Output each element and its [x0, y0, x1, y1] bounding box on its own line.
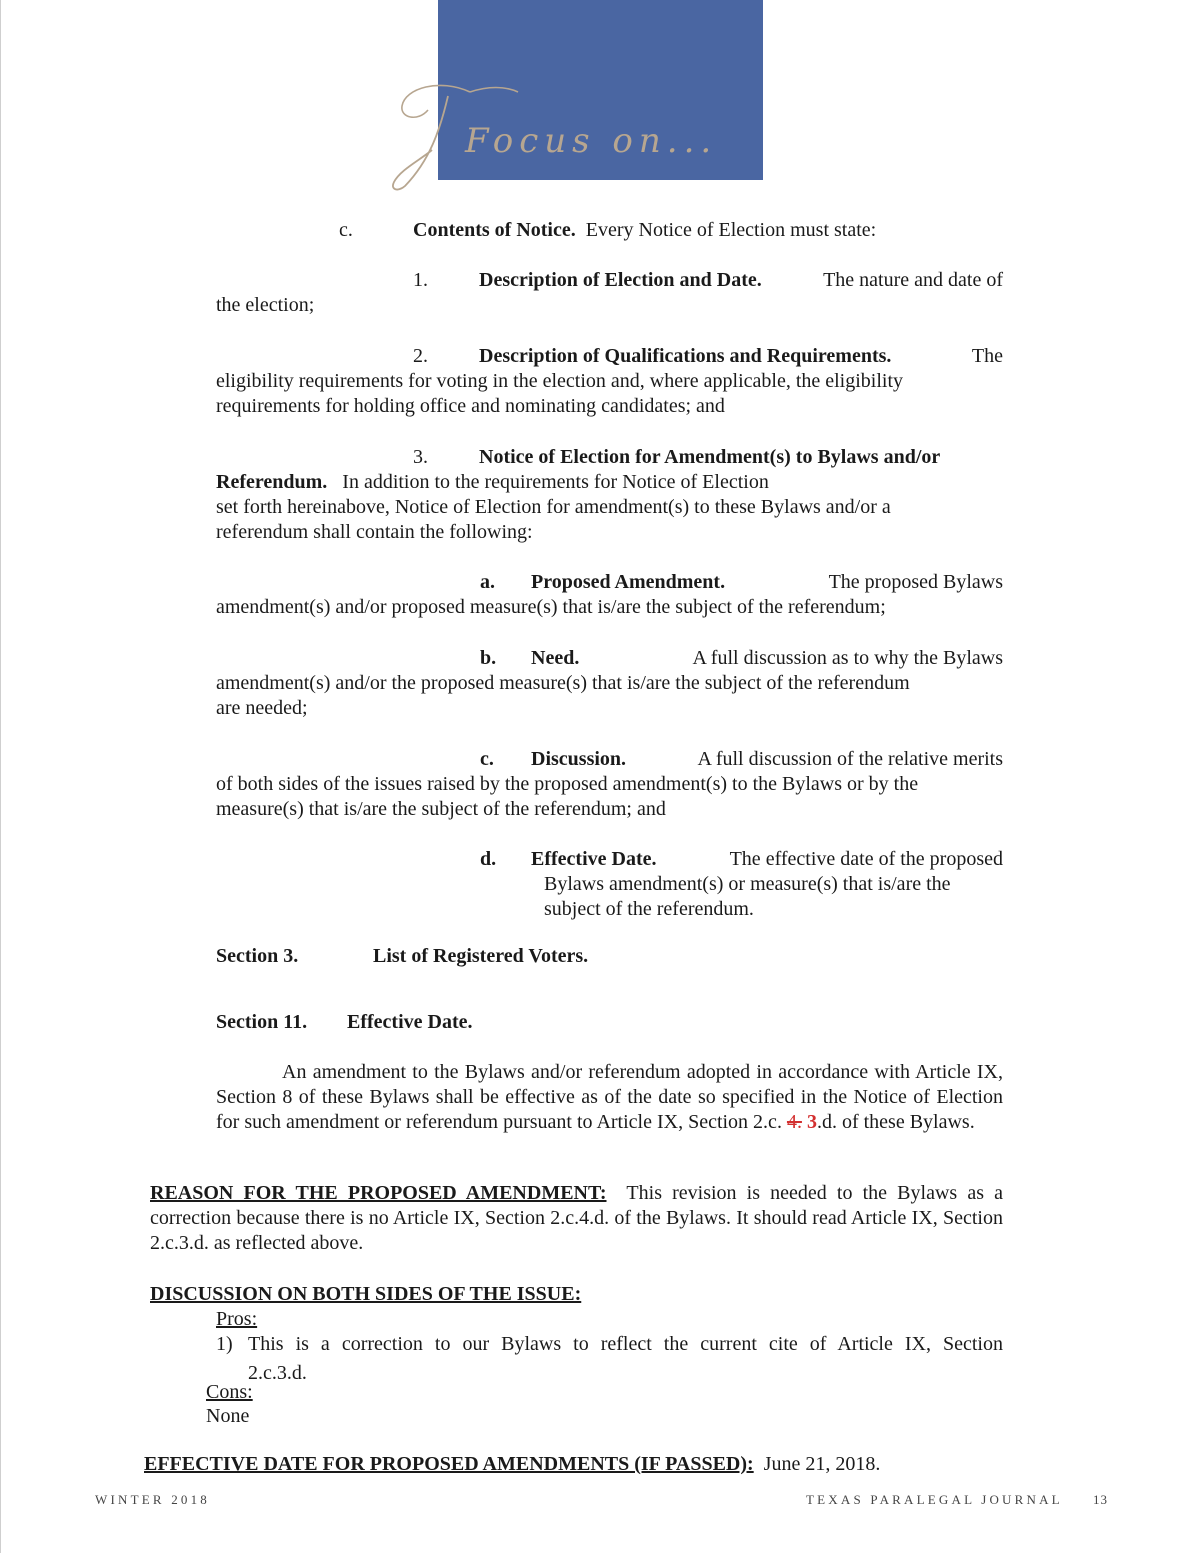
sub-b-letter-text: b.	[480, 647, 497, 669]
reason-text: This revision is needed to the Bylaws as a correction because there is no Article IX, Section 2.c.4.d. of the Bylaws. It should read Article IX, Section 2.c.3.d. as reflected above.	[150, 1182, 1003, 1254]
item2-text: The	[971, 345, 1003, 367]
footer-page-number: 13	[1093, 1492, 1108, 1507]
item1-title: Description of Election and Date.	[479, 269, 762, 291]
sub-c-line3: measure(s) that is/are the subject of the referendum; and	[216, 798, 666, 820]
item2-line2: eligibility requirements for voting in the election and, where applicable, the eligibility	[216, 370, 904, 392]
footer-issue: WINTER 2018	[95, 1492, 210, 1507]
item3-line4: referendum shall contain the following:	[216, 521, 533, 543]
struck-text: 4.	[786, 1111, 802, 1133]
section3-label-text: Section 3.	[216, 945, 299, 967]
item3-text-line2: In addition to the requirements for Notice of Election	[342, 471, 769, 493]
pro-item-line1: This is a correction to our Bylaws to reflect the current cite of Article IX, Section	[248, 1333, 1003, 1355]
sub-c-letter-text: c.	[480, 748, 494, 770]
contents-notice-title: Contents of Notice.	[413, 219, 576, 241]
sub-a-letter-text: a.	[480, 571, 495, 593]
item2-num: 2.	[413, 345, 428, 367]
effective-date-line	[144, 1452, 880, 1477]
sub-b-line1	[531, 646, 1003, 671]
sub-d-title: Effective Date.	[531, 848, 657, 870]
cons-label: Cons:	[206, 1381, 253, 1403]
sub-b-title: Need.	[531, 647, 580, 669]
reason-heading: REASON FOR THE PROPOSED AMENDMENT:	[150, 1182, 607, 1204]
sub-c-line2: of both sides of the issues raised by the proposed amendment(s) to the Bylaws or by the	[216, 773, 919, 795]
item2-line1	[479, 344, 1003, 369]
sub-a-text: The proposed Bylaws	[828, 571, 1003, 593]
sub-d-line3: subject of the referendum.	[544, 898, 754, 920]
item3-title-line2: Referendum.	[216, 471, 328, 493]
sub-b-line2: amendment(s) and/or the proposed measure(s) that is/are the subject of the referendum	[216, 672, 910, 694]
pro-item-num: 1)	[216, 1333, 233, 1355]
pros-label: Pros:	[216, 1308, 258, 1330]
item2-title: Description of Qualifications and Requirements.	[479, 345, 892, 367]
sub-c-letter	[480, 747, 494, 772]
sub-c-title: Discussion.	[531, 748, 627, 770]
discussion-heading	[150, 1282, 581, 1307]
reason-paragraph	[150, 1181, 1003, 1256]
sub-b-text: A full discussion as to why the Bylaws	[692, 647, 1003, 669]
sub-c-line1	[531, 747, 1003, 772]
item3-line2	[216, 470, 769, 495]
sub-d-letter	[480, 847, 496, 872]
item2-line3: requirements for holding office and nominating candidates; and	[216, 395, 725, 417]
effective-date-value: June 21, 2018.	[763, 1453, 881, 1475]
footer-journal: TEXAS PARALEGAL JOURNAL	[806, 1492, 1063, 1507]
pro-item-line2: 2.c.3.d.	[248, 1362, 307, 1384]
sub-a-letter	[480, 570, 495, 595]
contents-notice-num: c.	[339, 219, 353, 241]
section11-body	[216, 1060, 1003, 1135]
sub-d-line1	[531, 847, 1003, 872]
inserted-text: 3	[806, 1111, 817, 1133]
section11-label	[216, 1010, 307, 1035]
page-edge	[0, 0, 1, 1553]
cons-value: None	[206, 1405, 250, 1427]
section11-title	[347, 1010, 473, 1035]
section11-body-text: An amendment to the Bylaws and/or referendum adopted in accordance with Article IX, Section 8 of these Bylaws shall be effective as of the date so specified in the Notice of Election for such amendment or referendum pursuant to Article IX, Section 2.c.	[216, 1061, 1003, 1133]
section3-label	[216, 944, 298, 969]
sub-d-text: The effective date of the proposed	[729, 848, 1003, 870]
sub-d-line2: Bylaws amendment(s) or measure(s) that is/are the	[544, 873, 951, 895]
sub-b-line3: are needed;	[216, 697, 308, 719]
section11-label-text: Section 11.	[216, 1011, 308, 1033]
section11-title-text: Effective Date.	[347, 1011, 473, 1033]
focus-on-text: Focus on...	[465, 121, 718, 161]
contents-notice-line	[413, 218, 876, 243]
section3-title-text: List of Registered Voters.	[373, 945, 589, 967]
item1-num: 1.	[413, 269, 428, 291]
contents-notice-text: Every Notice of Election must state:	[585, 219, 877, 241]
item3-title-line1	[479, 445, 940, 470]
section3-title	[373, 944, 588, 969]
sub-d-letter-text: d.	[480, 848, 497, 870]
item3-num: 3.	[413, 446, 428, 468]
discussion-heading-text: DISCUSSION ON BOTH SIDES OF THE ISSUE:	[150, 1283, 582, 1305]
sub-a-title: Proposed Amendment.	[531, 571, 726, 593]
sub-a-line2: amendment(s) and/or proposed measure(s) that is/are the subject of the referendum;	[216, 596, 886, 618]
sub-a-line1	[531, 570, 1003, 595]
item3-line3: set forth hereinabove, Notice of Election for amendment(s) to these Bylaws and/or a	[216, 496, 891, 518]
effective-date-heading: EFFECTIVE DATE FOR PROPOSED AMENDMENTS (IF PASSED):	[144, 1453, 754, 1475]
section11-tail: .d. of these Bylaws.	[816, 1111, 975, 1133]
focus-on-logo	[0, 0, 800, 200]
sub-c-text: A full discussion of the relative merits	[697, 748, 1003, 770]
item1-line1	[479, 268, 1003, 293]
item3-title: Notice of Election for Amendment(s) to Bylaws and/or	[479, 446, 941, 468]
sub-b-letter	[480, 646, 496, 671]
item1-text: The nature and date of	[823, 269, 1003, 291]
item1-line2: the election;	[216, 294, 315, 316]
